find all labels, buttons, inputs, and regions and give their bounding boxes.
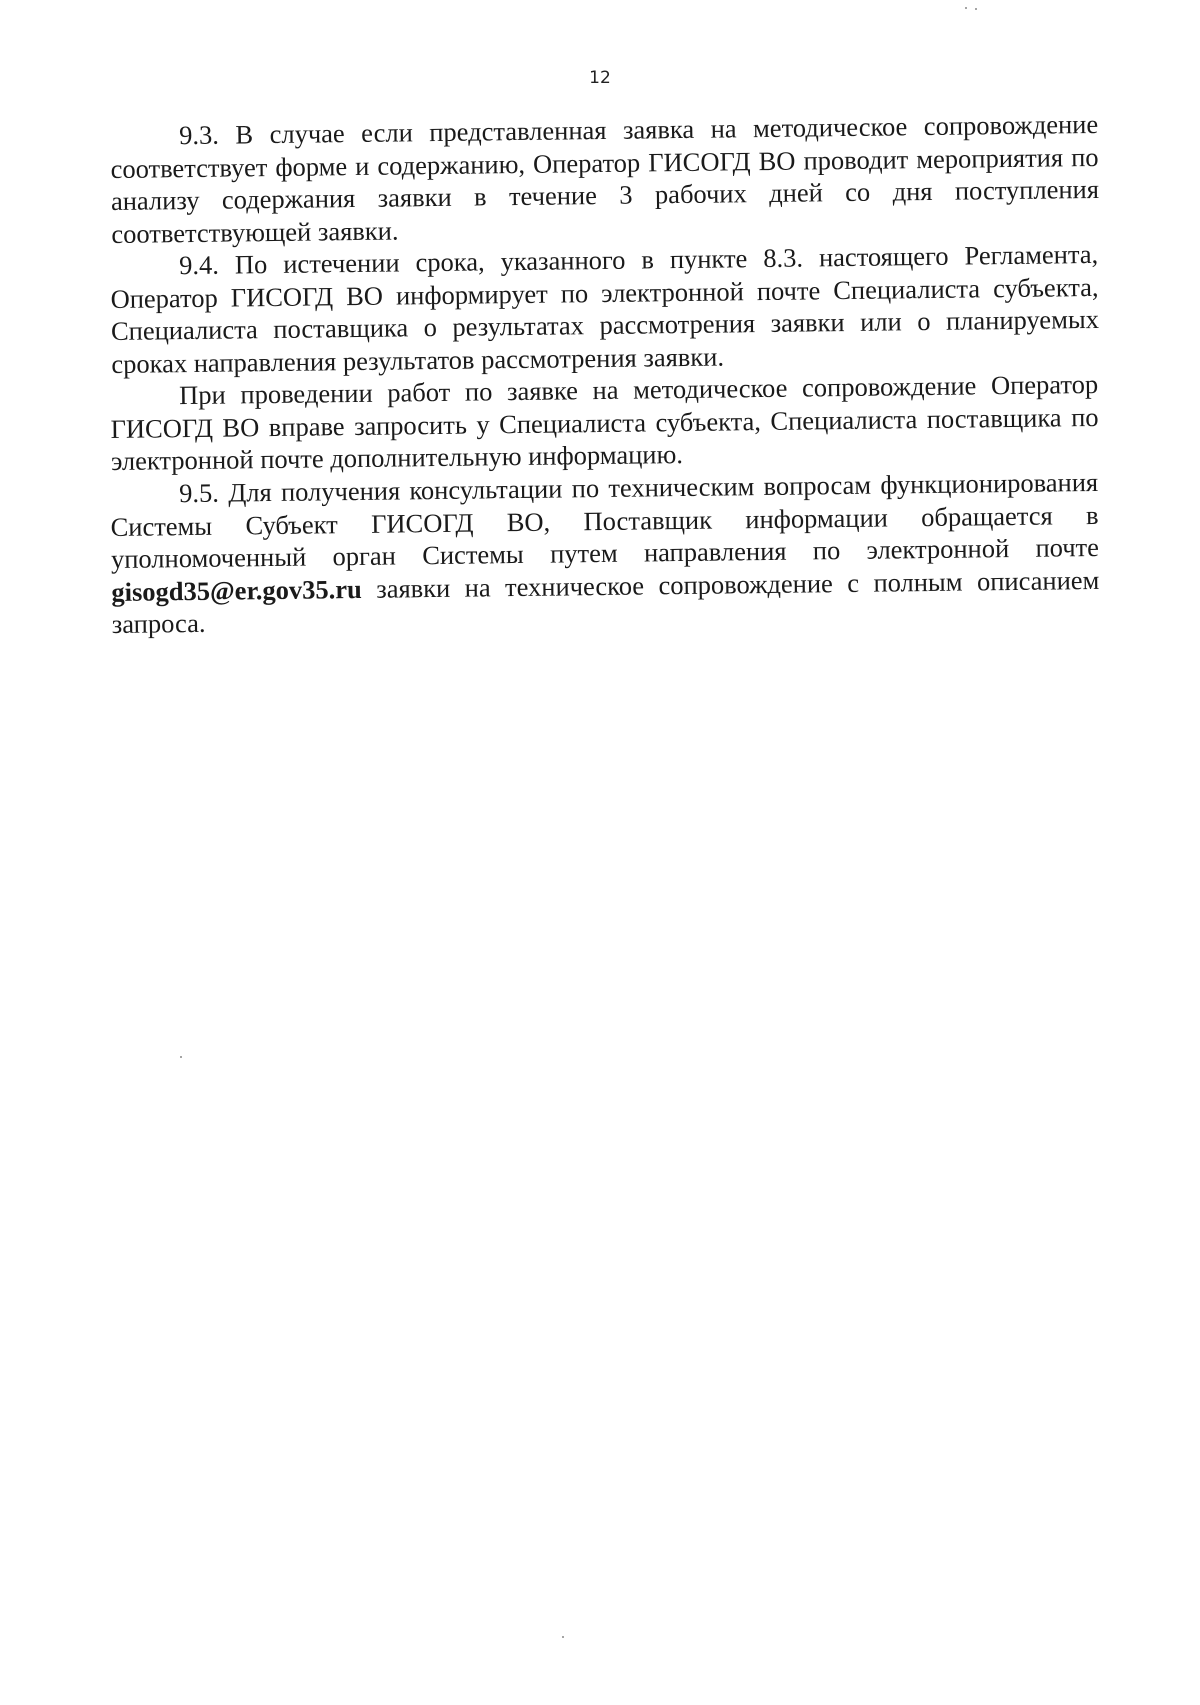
paragraph-9-3: 9.3. В случае если представленная заявка на методическое сопровождение соответствует форме и содержанию, Оператор ГИСОГД ВО проводит мероприятия по анализу содержания заявки в течение 3 рабочих дней со дня поступления соответствующей заявки. [110, 108, 1100, 249]
support-email: gisogd35@er.gov35.ru [111, 572, 362, 606]
scan-speck [180, 1056, 182, 1058]
paragraph-9-4-continuation: При проведении работ по заявке на методическое сопровождение Оператор ГИСОГД ВО вправе запросить у Специалиста субъекта, Специалиста поставщика по электронной почте дополнительную информацию. [110, 368, 1099, 476]
page-number: 12 [589, 68, 611, 88]
scan-speck [965, 7, 967, 9]
paragraph-9-4: 9.4. По истечении срока, указанного в пункте 8.3. настоящего Регламента, Оператор ГИСОГД ВО информирует по электронной почте Специалиста субъекта, Специалиста поставщика о результатах рассмотрения заявки или о планируемых сроках направления результатов рассмотрения заявки. [110, 238, 1100, 379]
document-body [110, 108, 1100, 640]
scan-speck [975, 8, 977, 10]
paragraph-9-5 [110, 465, 1100, 640]
paragraph-9-5-text-before: 9.5. Для получения консультации по техническим вопросам функционирования Системы Субъект ГИСОГД ВО, Поставщик информации обращается в уполномоченный орган Системы путем направления по электронной почте [110, 466, 1100, 574]
paragraph-9-5-text-after: заявки на техническое сопровождение с полным описанием запроса. [111, 563, 1100, 639]
scan-speck [562, 1636, 564, 1638]
